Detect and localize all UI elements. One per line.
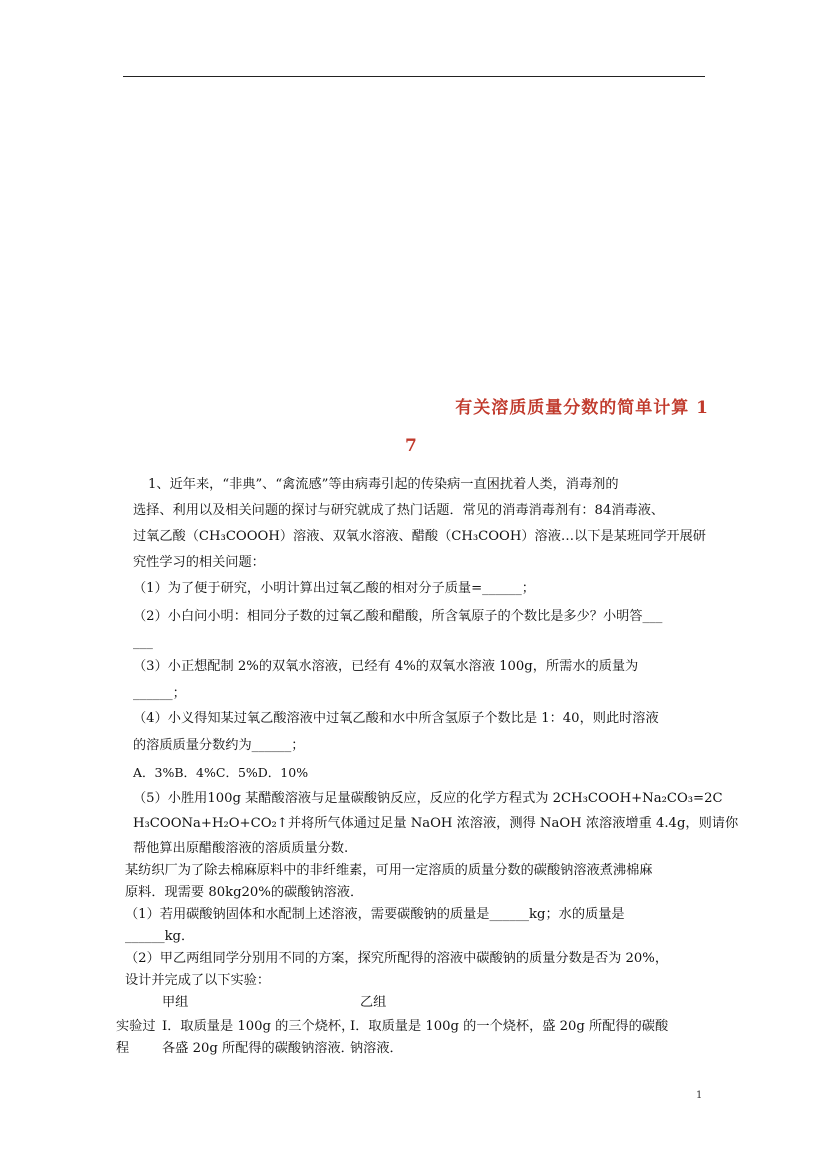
question-line: （5）小胜用100g 某醋酸溶液与足量碳酸钠反应，反应的化学方程式为 2CH₃COOH+Na₂CO₃=2C bbox=[133, 791, 723, 806]
paragraph-line: 1、近年来，“非典”、“禽流感”等由病毒引起的传染病一直困扰着人类，消毒剂的 bbox=[148, 477, 619, 492]
question-line: 的溶质质量分数约为______； bbox=[133, 738, 305, 753]
table-cell: Ⅰ．取质量是 100g 的三个烧杯， bbox=[162, 1019, 355, 1034]
question-line: 帮他算出原醋酸溶液的溶质质量分数. bbox=[133, 841, 349, 856]
table-cell: 各盛 20g 所配得的碳酸钠溶液． bbox=[162, 1041, 354, 1056]
table-row-label: 实验过 bbox=[116, 1019, 156, 1034]
paragraph-line: 究性学习的相关问题： bbox=[133, 555, 265, 570]
question-line: （4）小义得知某过氧乙酸溶液中过氧乙酸和水中所含氢原子个数比是 1：40，则此时溶液 bbox=[133, 711, 659, 726]
question-line: ______kg． bbox=[125, 929, 195, 944]
question-line: （2）甲乙两组同学分别用不同的方案，探究所配得的溶液中碳酸钠的质量分数是否为 20%， bbox=[125, 951, 669, 966]
table-cell: Ⅰ．取质量是 100g 的一个烧杯，盛 20g 所配得的碳酸 bbox=[350, 1019, 669, 1034]
question-line: ______； bbox=[133, 686, 186, 701]
table-header-group-a: 甲组 bbox=[162, 995, 189, 1010]
table-row-label: 程 bbox=[116, 1041, 130, 1056]
paragraph-line: 原料．现需要 80kg20%的碳酸钠溶液． bbox=[125, 885, 364, 900]
question-line: H₃COONa+H₂O+CO₂↑并将所气体通过足量 NaOH 浓溶液，测得 NaOH 浓溶液增重 4.4g，则请你 bbox=[133, 816, 739, 831]
document-title-number: 7 bbox=[405, 436, 417, 456]
table-cell: 钠溶液． bbox=[350, 1041, 403, 1056]
page-number: 1 bbox=[696, 1090, 703, 1101]
document-title: 有关溶质质量分数的简单计算 1 bbox=[455, 398, 709, 418]
paragraph-line: 某纺织厂为了除去棉麻原料中的非纤维素，可用一定溶质的质量分数的碳酸钠溶液煮沸棉麻 bbox=[125, 863, 653, 878]
paragraph-line: 过氧乙酸（CH₃COOOH）溶液、双氧水溶液、醋酸（CH₃COOH）溶液…以下是某班同学开展研 bbox=[133, 529, 706, 544]
options-line: A．3%B．4%C．5%D．10% bbox=[133, 765, 309, 780]
question-line: （1）为了便于研究，小明计算出过氧乙酸的相对分子质量=______； bbox=[133, 581, 535, 596]
header-rule bbox=[123, 76, 705, 77]
table-header-group-b: 乙组 bbox=[360, 995, 387, 1010]
paragraph-line: 设计并完成了以下实验： bbox=[125, 973, 271, 988]
question-line: ___ bbox=[133, 635, 153, 650]
paragraph-line: 选择、利用以及相关问题的探讨与研究就成了热门话题．常见的消毒消毒剂有：84消毒液、 bbox=[133, 503, 665, 518]
question-line: （3）小正想配制 2%的双氧水溶液，已经有 4%的双氧水溶液 100g，所需水的质量为 bbox=[133, 659, 639, 674]
question-line: （1）若用碳酸钠固体和水配制上述溶液，需要碳酸钠的质量是______kg；水的质量是 bbox=[125, 907, 625, 922]
question-line: （2）小白问小明：相同分子数的过氧乙酸和醋酸，所含氧原子的个数比是多少？小明答___ bbox=[133, 609, 663, 624]
